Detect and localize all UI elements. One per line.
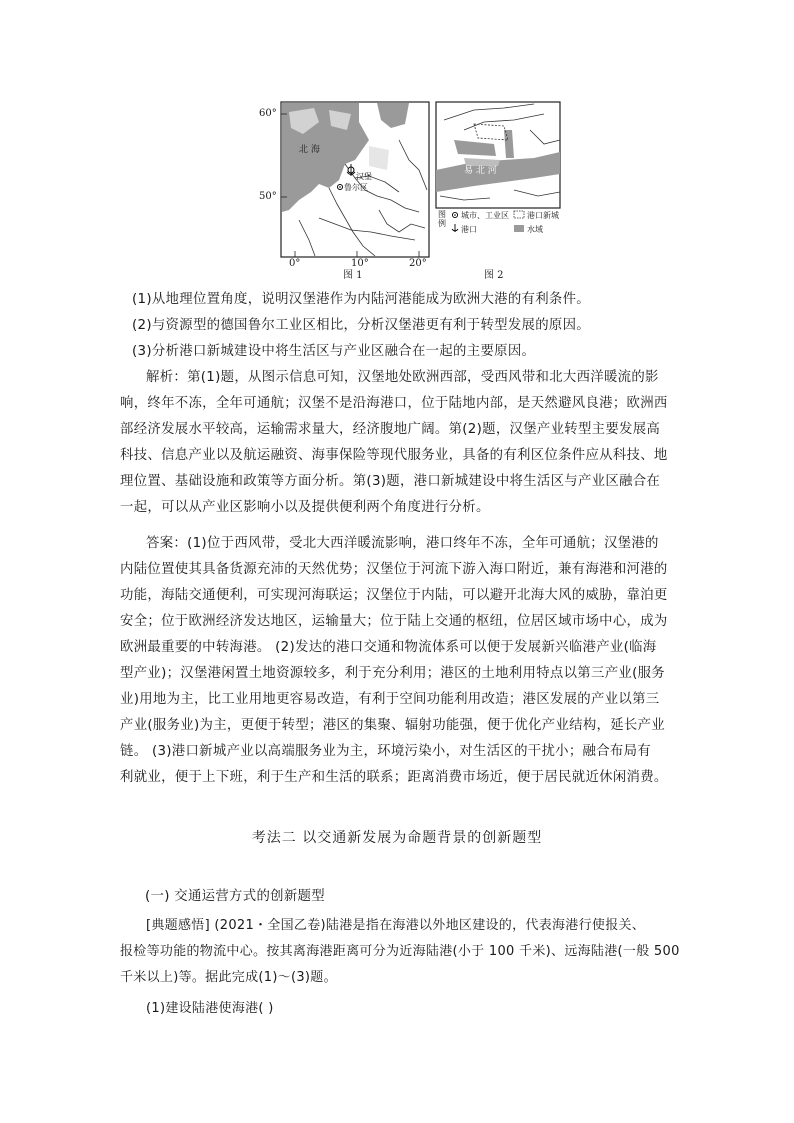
answer-line: 安全；位于欧洲经济发达地区，运输量大；位于陆上交通的枢纽，位居区域市场中心，成为	[120, 614, 668, 629]
lon-10-label: 10°	[351, 258, 369, 269]
analysis-line: 一起，可以从产业区影响小以及提供便利两个角度进行分析。	[120, 500, 490, 515]
elbe-river-label: 易 北 河	[464, 166, 497, 176]
analysis-line: 响，终年不冻，全年可通航；汉堡不是沿海港口，位于陆地内部，是天然避风良港；欧洲西	[120, 396, 668, 411]
answer-line: 型产业)；汉堡港闲置土地资源较多，利于充分利用；港区的土地利用特点以第三产业(服务	[120, 666, 665, 681]
legend-title: 图例	[438, 210, 446, 228]
subsection-title	[145, 884, 703, 910]
legend-port-new-city: 港口新城	[527, 211, 559, 220]
answer-line: 答案：(1)位于西风带，受北大西洋暖流影响，港口终年不冻，全年可通航；汉堡港的	[146, 536, 659, 551]
answer-line: 业)用地为主，比工业用地更容易改造，有利于空间功能利用改造；港区发展的产业以第三	[120, 692, 660, 707]
example-line: 报检等功能的物流中心。按其离海港距离可分为近海陆港(小于 100 千米)、远海陆港(一般 500	[120, 944, 680, 959]
answer-line: 内陆位置使其具备货源充沛的天然优势；汉堡位于河流下游入海口附近，兼有海港和河港的	[120, 562, 668, 577]
question-2: (2)与资源型的德国鲁尔工业区相比，分析汉堡港更有利于转型发展的原因。	[132, 318, 590, 333]
answer-line: 利就业，便于上下班，利于生产和生活的联系；距离消费市场近，便于居民就近休闲消费。	[120, 770, 668, 785]
example-question-1-text: (1)建设陆港使海港( )	[146, 1001, 274, 1016]
legend-city-industry: 城市、工业区	[461, 211, 509, 220]
north-sea-label: 北 海	[299, 145, 320, 155]
subsection-label: (一) 交通运营方式的创新题型	[145, 889, 325, 904]
example-line: [典题感悟] (2021・全国乙卷)陆港是指在海港以外地区建设的，代表海港行使报关、	[146, 918, 646, 933]
answer-line: 功能，海陆交通便利，可实现河海联运；汉堡位于内陆，可以避开北海大风的威胁，靠泊更	[120, 588, 668, 603]
figure-1-map	[259, 100, 434, 280]
analysis-line: 解析：第(1)题，从图示信息可知，汉堡地处欧洲西部，受西风带和北大西洋暖流的影	[146, 370, 659, 385]
figure-1-caption: 图 1	[343, 270, 363, 281]
answer-line: 欧洲最重要的中转海港。 (2)发达的港口交通和物流体系可以便于发展新兴临港产业(临海	[120, 640, 657, 655]
answer-line: 产业(服务业)为主，更便于转型；港区的集聚、辐射功能强，便于优化产业结构，延长产业	[120, 718, 665, 733]
hamburg-label: 汉堡	[356, 172, 372, 181]
example-block	[120, 913, 678, 991]
legend-port: 港口	[461, 225, 477, 234]
lon-0-label: 0°	[289, 258, 301, 269]
lat-60-label: 60°	[259, 108, 277, 119]
questions-block	[132, 287, 690, 365]
answer-line: 链。 (3)港口新城产业以高端服务业为主，环境污染小，对生活区的干扰小；融合布局有	[120, 744, 651, 759]
ruhr-label: 鲁尔区	[344, 183, 368, 192]
figure-2-map	[434, 100, 562, 280]
lon-20-label: 20°	[409, 258, 427, 269]
question-3: (3)分析港口新城建设中将生活区与产业区融合在一起的主要原因。	[132, 344, 536, 359]
lat-50-label: 50°	[259, 191, 277, 202]
answer-block	[120, 531, 678, 791]
example-question-1	[146, 996, 704, 1022]
section-title: 考法二 以交通新发展为命题背景的创新题型	[251, 830, 543, 846]
question-1: (1)从地理位置角度，说明汉堡港作为内陆河港能成为欧洲大港的有利条件。	[132, 292, 590, 307]
example-line: 千米以上)等。据此完成(1)～(3)题。	[120, 970, 337, 985]
analysis-line: 科技、信息产业以及航运融资、海事保险等现代服务业，具备的有利区位条件应从科技、地	[120, 448, 668, 463]
analysis-line: 理位置、基础设施和政策等方面分析。第(3)题，港口新城建设中将生活区与产业区融合在	[120, 474, 661, 489]
legend-water: 水域	[527, 225, 543, 234]
analysis-line: 部经济发展水平较高，运输需求量大，经济腹地广阔。第(2)题，汉堡产业转型主要发展高	[120, 422, 661, 437]
analysis-block	[120, 365, 678, 521]
figure-2-caption: 图 2	[484, 270, 504, 281]
